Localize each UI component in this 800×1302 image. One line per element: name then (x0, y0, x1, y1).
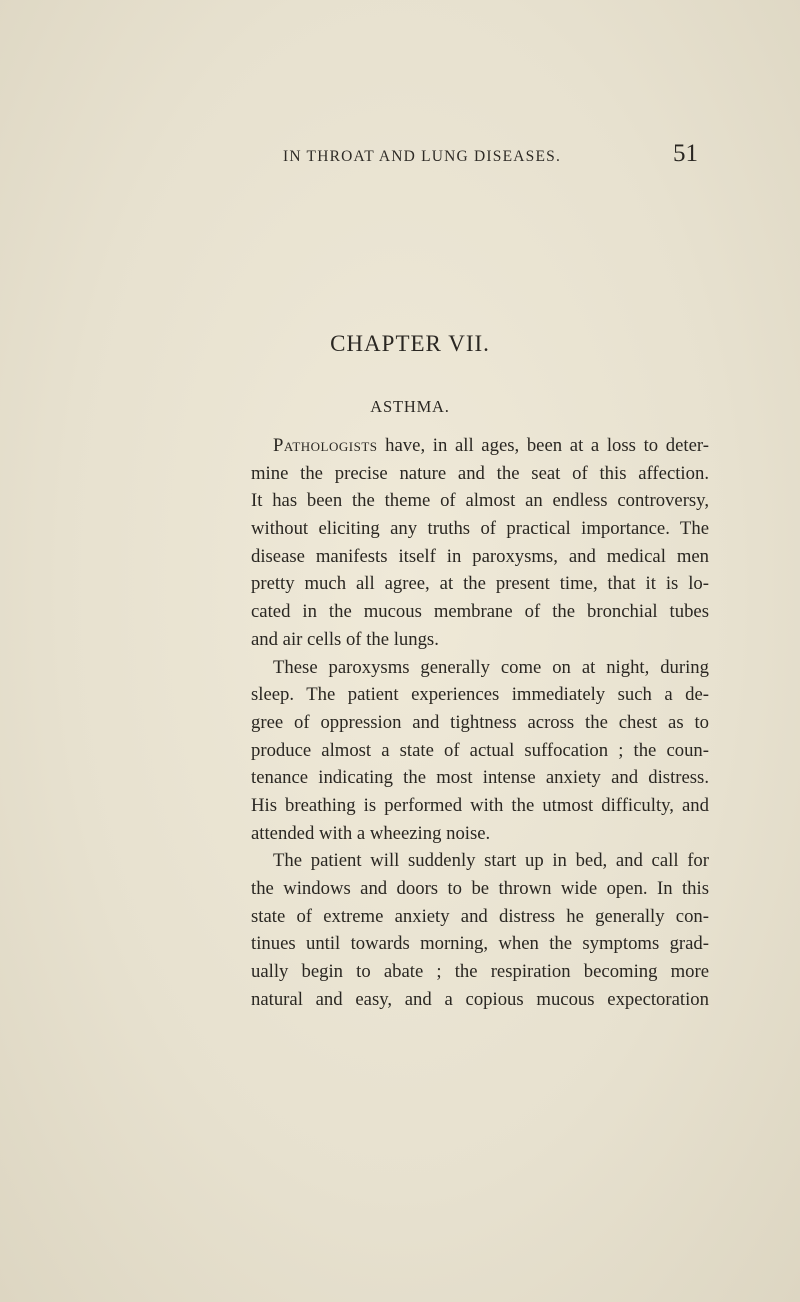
page-number: 51 (673, 140, 698, 167)
text-line: without eliciting any truths of practical importance. The (251, 518, 709, 540)
text-line: sleep. The patient experiences immediately such a de- (251, 684, 709, 706)
text-line: the windows and doors to be thrown wide open. In this (251, 878, 709, 899)
text-line: pretty much all agree, at the present time, that it is lo- (251, 573, 709, 595)
text-line: tinues until towards morning, when the symptoms grad- (251, 933, 709, 955)
text-line: mine the precise nature and the seat of this affection. (251, 462, 709, 484)
lead-word: Pathologists (273, 435, 378, 456)
text-line: attended with a wheezing noise. (251, 822, 491, 844)
text-line: ually begin to abate ; the respiration becoming more (251, 961, 709, 983)
text-line: disease manifests itself in paroxysms, and medical men (251, 545, 709, 567)
text-line: These paroxysms generally come on at night, during (273, 656, 709, 678)
text-line-rest: have, in all ages, been at a loss to deter- (377, 435, 709, 456)
text-line: cated in the mucous membrane of the bronchial tubes (251, 601, 709, 623)
running-head: IN THROAT AND LUNG DISEASES. (283, 148, 562, 165)
section-title: ASTHMA. (370, 397, 450, 416)
text-line: His breathing is performed with the utmost difficulty, and (251, 794, 709, 816)
text-line: The patient will suddenly start up in bed, and call for (273, 850, 709, 872)
text-line: tenance indicating the most intense anxiety and distress. (251, 767, 709, 789)
text-line: and air cells of the lungs. (251, 628, 439, 650)
text-line: state of extreme anxiety and distress he generally con- (251, 905, 709, 927)
text-line: gree of oppression and tightness across the chest as to (251, 711, 709, 733)
chapter-title: CHAPTER VII. (330, 331, 490, 356)
body-text (251, 432, 709, 1013)
text-line: natural and easy, and a copious mucous expectoration (251, 988, 709, 1010)
text-line: produce almost a state of actual suffocation ; the coun- (251, 739, 709, 761)
text-line: It has been the theme of almost an endless controversy, (251, 490, 709, 512)
text-line (251, 432, 709, 460)
